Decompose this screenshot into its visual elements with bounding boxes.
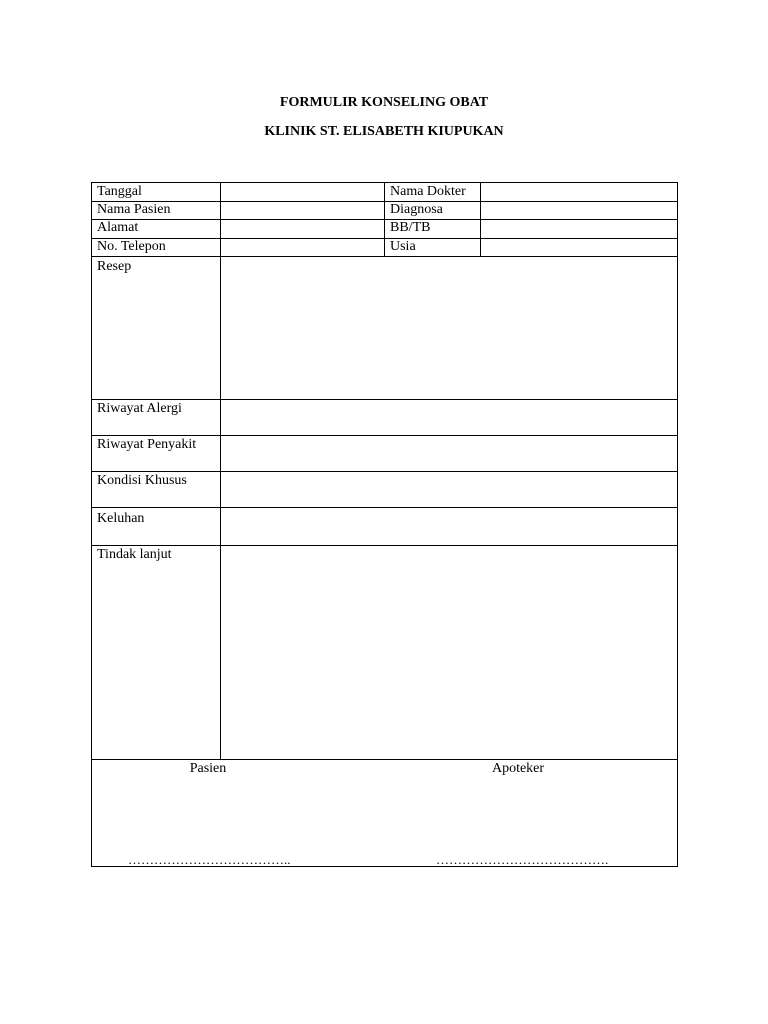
signature-label-pasien: Pasien (189, 761, 227, 776)
pharmacist-signature-line: …………………………………. (436, 852, 609, 867)
label-usia: Usia (390, 239, 416, 254)
counseling-form-table (91, 182, 678, 867)
label-resep: Resep (97, 259, 132, 274)
riwayat-alergi-field[interactable] (221, 400, 677, 435)
label-no-telepon: No. Telepon (97, 239, 166, 254)
label-nama-pasien: Nama Pasien (97, 202, 171, 217)
resep-field[interactable] (221, 257, 677, 399)
bb-tb-field[interactable] (481, 220, 677, 238)
kondisi-khusus-field[interactable] (221, 472, 677, 507)
pharmacist-signature-area[interactable] (432, 781, 632, 849)
tindak-lanjut-field[interactable] (221, 546, 677, 759)
row-divider (92, 759, 677, 760)
patient-signature-line: ……………………………….. (128, 852, 291, 867)
clinic-name: KLINIK ST. ELISABETH KIUPUKAN (264, 124, 504, 139)
label-diagnosa: Diagnosa (390, 202, 443, 217)
usia-field[interactable] (481, 239, 677, 256)
tanggal-field[interactable] (221, 183, 384, 201)
riwayat-penyakit-field[interactable] (221, 436, 677, 471)
label-nama-dokter: Nama Dokter (390, 184, 466, 199)
alamat-field[interactable] (221, 220, 384, 238)
label-kondisi-khusus: Kondisi Khusus (97, 473, 187, 488)
signature-label-apoteker: Apoteker (491, 761, 545, 776)
label-tindak-lanjut: Tindak lanjut (97, 547, 172, 562)
label-riwayat-alergi: Riwayat Alergi (97, 401, 182, 416)
no-telepon-field[interactable] (221, 239, 384, 256)
label-tanggal: Tanggal (97, 184, 142, 199)
nama-dokter-field[interactable] (481, 183, 677, 201)
form-title: FORMULIR KONSELING OBAT (279, 95, 489, 110)
label-keluhan: Keluhan (97, 511, 145, 526)
label-bb-tb: BB/TB (390, 220, 431, 235)
label-riwayat-penyakit: Riwayat Penyakit (97, 437, 197, 452)
label-alamat: Alamat (97, 220, 139, 235)
patient-signature-area[interactable] (122, 781, 322, 849)
diagnosa-field[interactable] (481, 202, 677, 219)
column-divider (384, 183, 385, 256)
nama-pasien-field[interactable] (221, 202, 384, 219)
keluhan-field[interactable] (221, 508, 677, 545)
